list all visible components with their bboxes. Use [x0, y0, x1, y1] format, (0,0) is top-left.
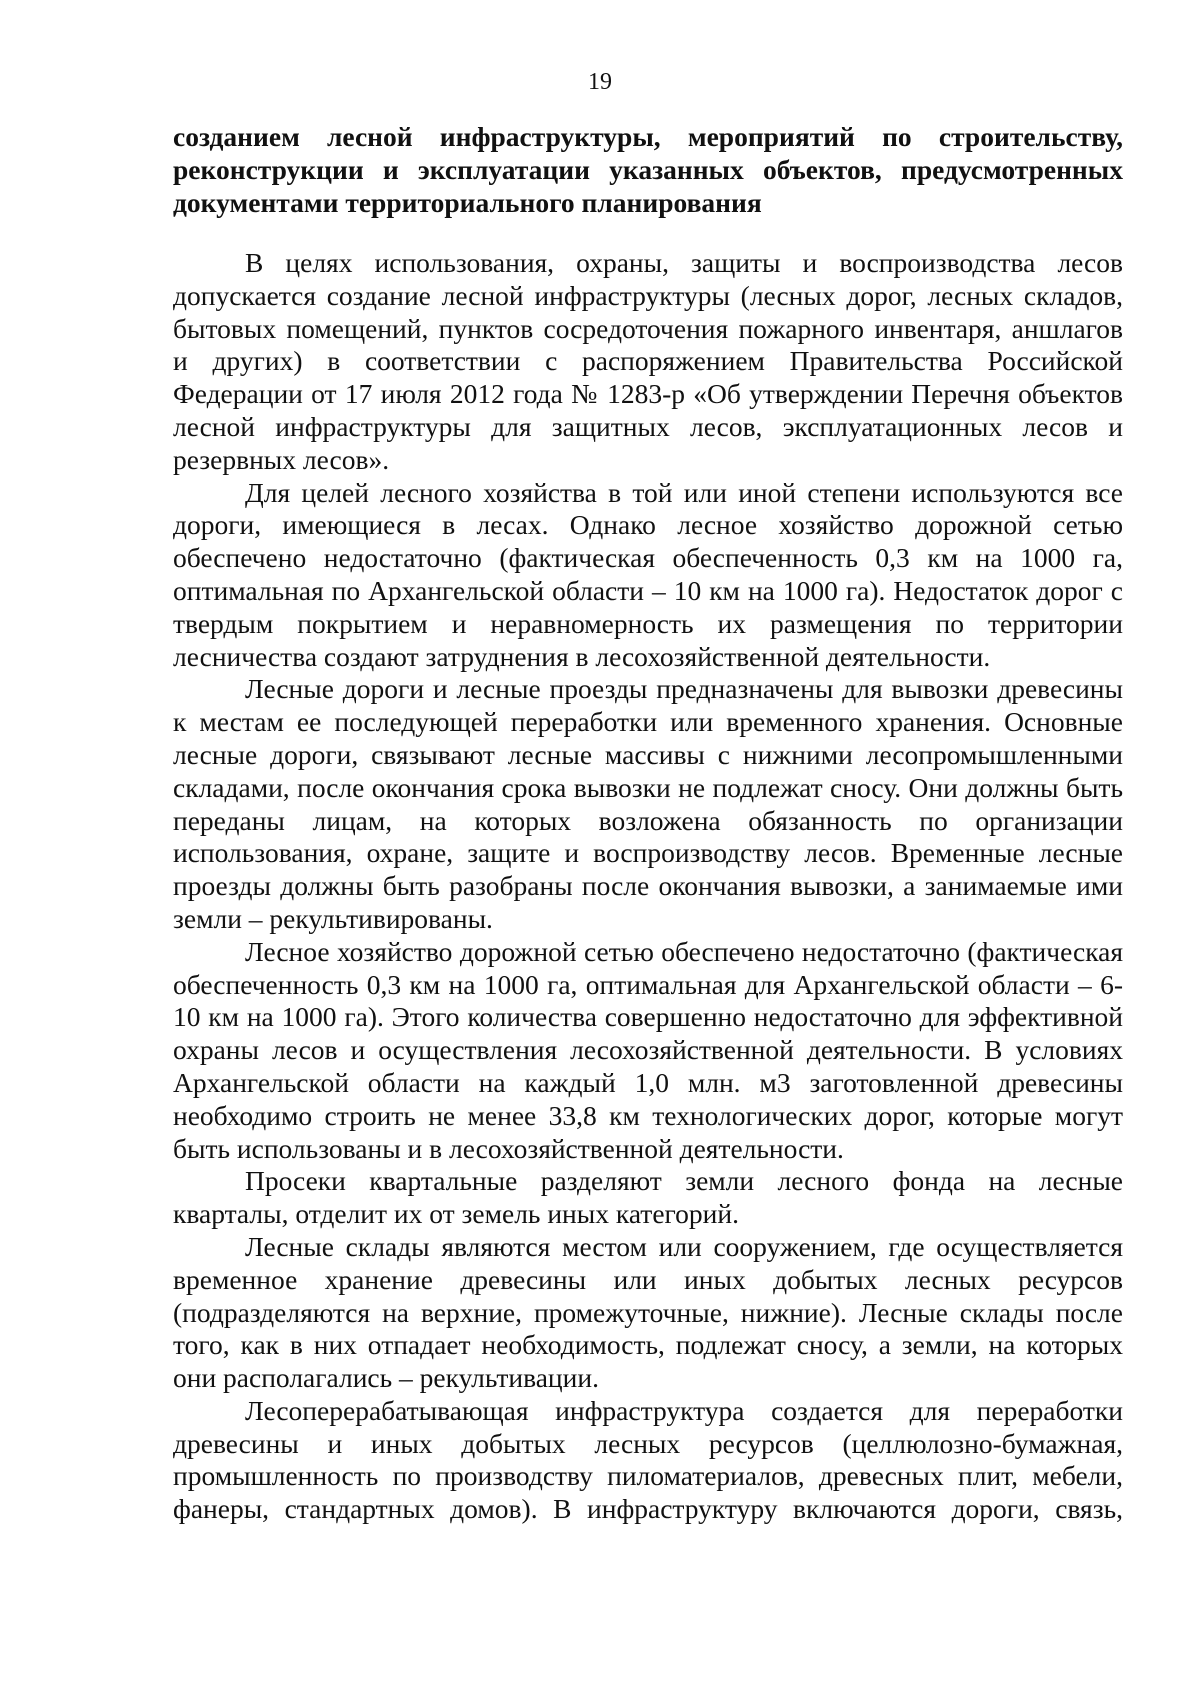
section-heading: созданием лесной инфраструктуры, мероприятий по строительству, реконструкции и эксплуатации указанных объектов, предусмотренных документами территориального планирования	[173, 121, 1123, 218]
paragraph-clearings: Просеки квартальные разделяют земли лесного фонда на лесные кварталы, отделит их от земель иных категорий.	[173, 1165, 1123, 1230]
paragraph-warehouses: Лесные склады являются местом или сооружением, где осуществляется временное хранение древесины или иных добытых лесных ресурсов (подразделяются на верхние, промежуточные, нижние). Лесные склады после того, как в них отпадает необходимость, подлежат сносу, а земли, на которых они располагались – рекультивации.	[173, 1230, 1123, 1394]
page-number: 19	[588, 69, 612, 95]
body-text	[173, 247, 1123, 1526]
paragraph-roads: Для целей лесного хозяйства в той или иной степени используются все дороги, имеющиеся в лесах. Однако лесное хозяйство дорожной сетью обеспечено недостаточно (фактическая обеспеченность 0,3 км на 1000 га, оптимальная по Архангельской области – 10 км на 1000 га). Недостаток дорог с твердым покрытием и неравномерность их размещения по территории лесничества создают затруднения в лесохозяйственной деятельности.	[173, 476, 1123, 672]
paragraph-processing: Лесоперерабатывающая инфраструктура создается для переработки древесины и иных добытых лесных ресурсов (целлюлозно-бумажная, промышленность по производству пиломатериалов, древесных плит, мебели, фанеры, стандартных домов). В инфраструктуру включаются дороги, связь,	[173, 1394, 1123, 1525]
paragraph-forest-roads: Лесные дороги и лесные проезды предназначены для вывозки древесины к местам ее последующей переработки или временного хранения. Основные лесные дороги, связывают лесные массивы с нижними лесопромышленными складами, после окончания срока вывозки не подлежат сносу. Они должны быть переданы лицам, на которых возложена обязанность по организации использования, охране, защите и воспроизводству лесов. Временные лесные проезды должны быть разобраны после окончания вывозки, а занимаемые ими земли – рекультивированы.	[173, 673, 1123, 934]
paragraph-road-network: Лесное хозяйство дорожной сетью обеспечено недостаточно (фактическая обеспеченность 0,3 км на 1000 га, оптимальная для Архангельской области – 6-10 км на 1000 га). Этого количества совершенно недостаточно для эффективной охраны лесов и осуществления лесохозяйственной деятельности. В условиях Архангельской области на каждый 1,0 млн. м3 заготовленной древесины необходимо строить не менее 33,8 км технологических дорог, которые могут быть использованы и в лесохозяйственной деятельности.	[173, 935, 1123, 1164]
paragraph-infrastructure: В целях использования, охраны, защиты и воспроизводства лесов допускается создание лесной инфраструктуры (лесных дорог, лесных складов, бытовых помещений, пунктов сосредоточения пожарного инвентаря, аншлагов и других) в соответствии с распоряжением Правительства Российской Федерации от 17 июля 2012 года № 1283-р «Об утверждении Перечня объектов лесной инфраструктуры для защитных лесов, эксплуатационных лесов и резервных лесов».	[173, 247, 1123, 475]
